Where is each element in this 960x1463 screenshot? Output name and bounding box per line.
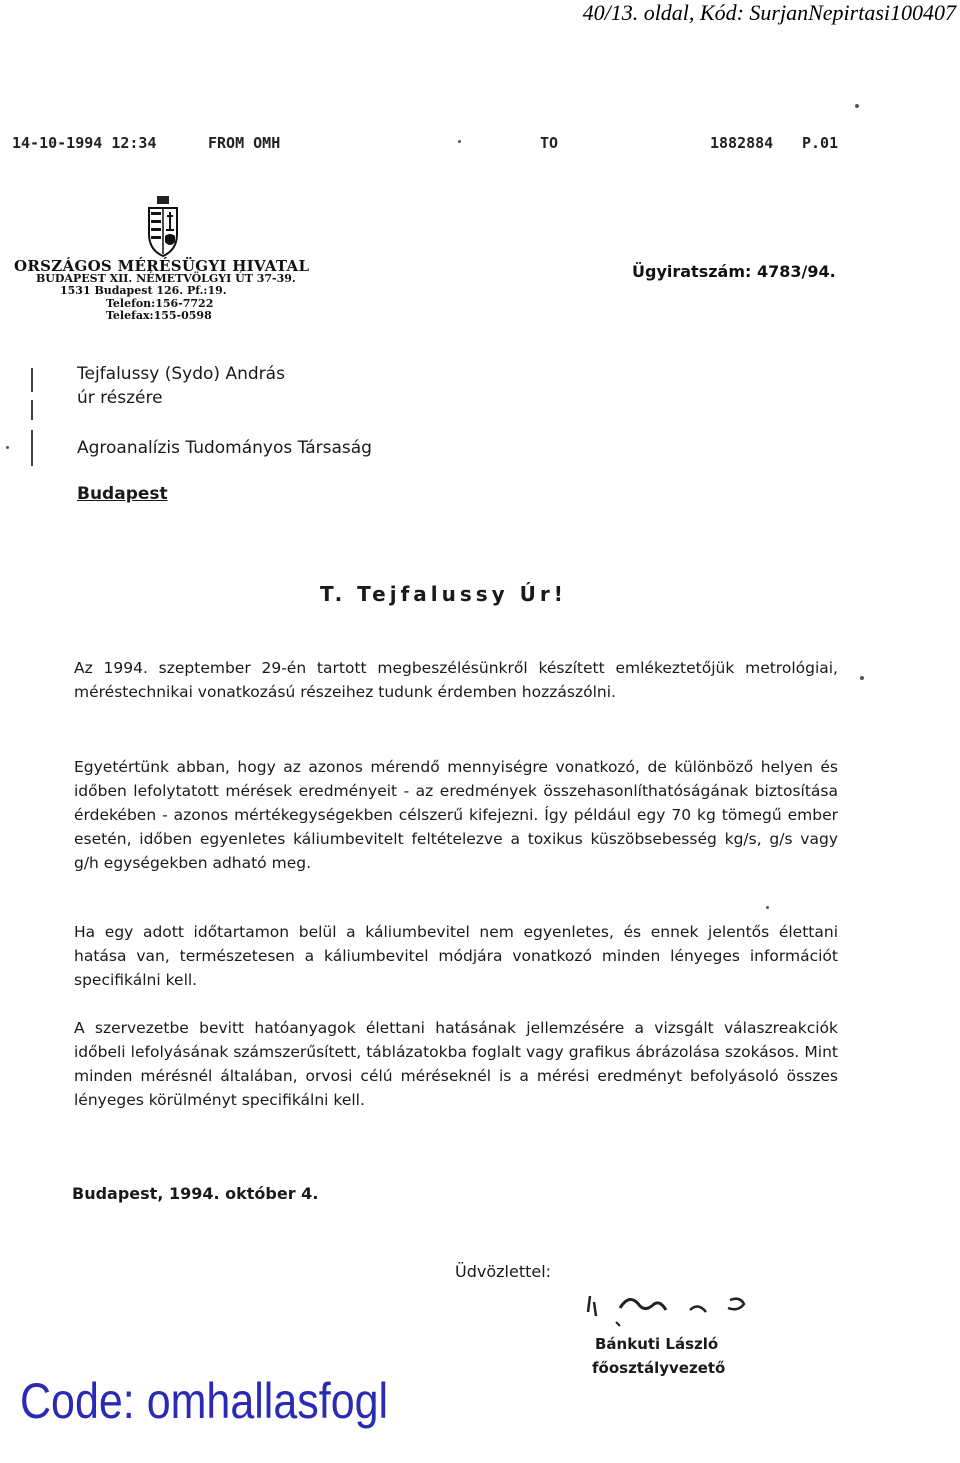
fax-page: P.01 [802, 134, 839, 152]
reference-number: Ügyiratszám: 4783/94. [632, 262, 836, 281]
signature-icon [580, 1282, 760, 1330]
recipient-name: Tejfalussy (Sydo) András [77, 364, 285, 384]
signer-title: főosztályvezető [592, 1359, 726, 1377]
org-name: ORSZÁGOS MÉRÉSÜGYI HIVATAL [14, 257, 310, 275]
org-address: BUDAPEST XII. NÉMETVÖLGYI ÚT 37-39. [36, 271, 296, 285]
fax-number: 1882884 [710, 134, 774, 152]
salutation: T. Tejfalussy Úr! [320, 582, 567, 606]
date-place: Budapest, 1994. október 4. [72, 1184, 319, 1203]
fax-date: 14-10-1994 12:34 [12, 134, 157, 152]
recipient-city: Budapest [77, 484, 168, 504]
scan-speck [6, 446, 9, 449]
fax-to: TO [540, 134, 559, 152]
org-fax: Telefax:155-0598 [106, 309, 212, 322]
org-phone: Telefon:156-7722 [106, 296, 214, 310]
margin-mark [31, 368, 33, 392]
paragraph-2: Egyetértünk abban, hogy az azonos mérendő mennyiségre vonatkozó, de különböző helyen és időben lefolytatott mérések eredményeit - az eredmények összehasonlíthatóságának biztosítása érdekében - azonos mértékegységekben célszerű kifejezni. Így például egy 70 kg tömegű ember esetén, időben egyenletes káliumbevitelt feltételezve a toxikus küszöbsebesség kg/s, g/s vagy g/h egységekben adható meg. [74, 758, 838, 872]
page-header: 40/13. oldal, Kód: SurjanNepirtasi100407 [582, 0, 956, 25]
margin-mark [31, 400, 33, 420]
fax-from: FROM OMH [208, 134, 281, 152]
margin-mark [31, 430, 33, 466]
scan-speck [860, 676, 864, 680]
paragraph-4: A szervezetbe bevitt hatóanyagok élettani hatásának jellemzésére a vizsgált válaszreakciók időbeli lefolyásának számszerűsített, táblázatokba foglalt vagy grafikus ábrázolása szokásos. Mint minden mérésnél általában, orvosi célú méréseknél is a mérési eredményt befolyásoló összes lényeges körülményt specifikálni kell. [74, 1019, 838, 1109]
fax-header-line [12, 134, 842, 156]
recipient-organization: Agroanalízis Tudományos Társaság [77, 438, 372, 458]
paragraph-1: Az 1994. szeptember 29-én tartott megbeszélésünkről készített emlékeztetőjük metrológiai, méréstechnikai vonatkozású részeihez tudunk érdemben hozzászólni. [74, 659, 838, 701]
scan-speck [458, 140, 461, 143]
code-label: Code: omhallasfogl [20, 1373, 389, 1429]
letterhead [14, 257, 310, 323]
coat-of-arms-icon [143, 196, 183, 258]
org-postal: 1531 Budapest 126. Pf.:19. [60, 284, 227, 297]
scan-speck [855, 104, 859, 108]
paragraph-3: Ha egy adott időtartamon belül a káliumbevitel nem egyenletes, és ennek jelentős élettani hatása van, természetesen a káliumbevitel módjára vonatkozó minden lényeges információt specifikálni kell. [74, 923, 838, 989]
closing: Üdvözlettel: [455, 1262, 552, 1281]
signer-name: Bánkuti László [595, 1335, 719, 1353]
recipient-suffix: úr részére [77, 388, 163, 408]
scan-speck [766, 906, 769, 909]
